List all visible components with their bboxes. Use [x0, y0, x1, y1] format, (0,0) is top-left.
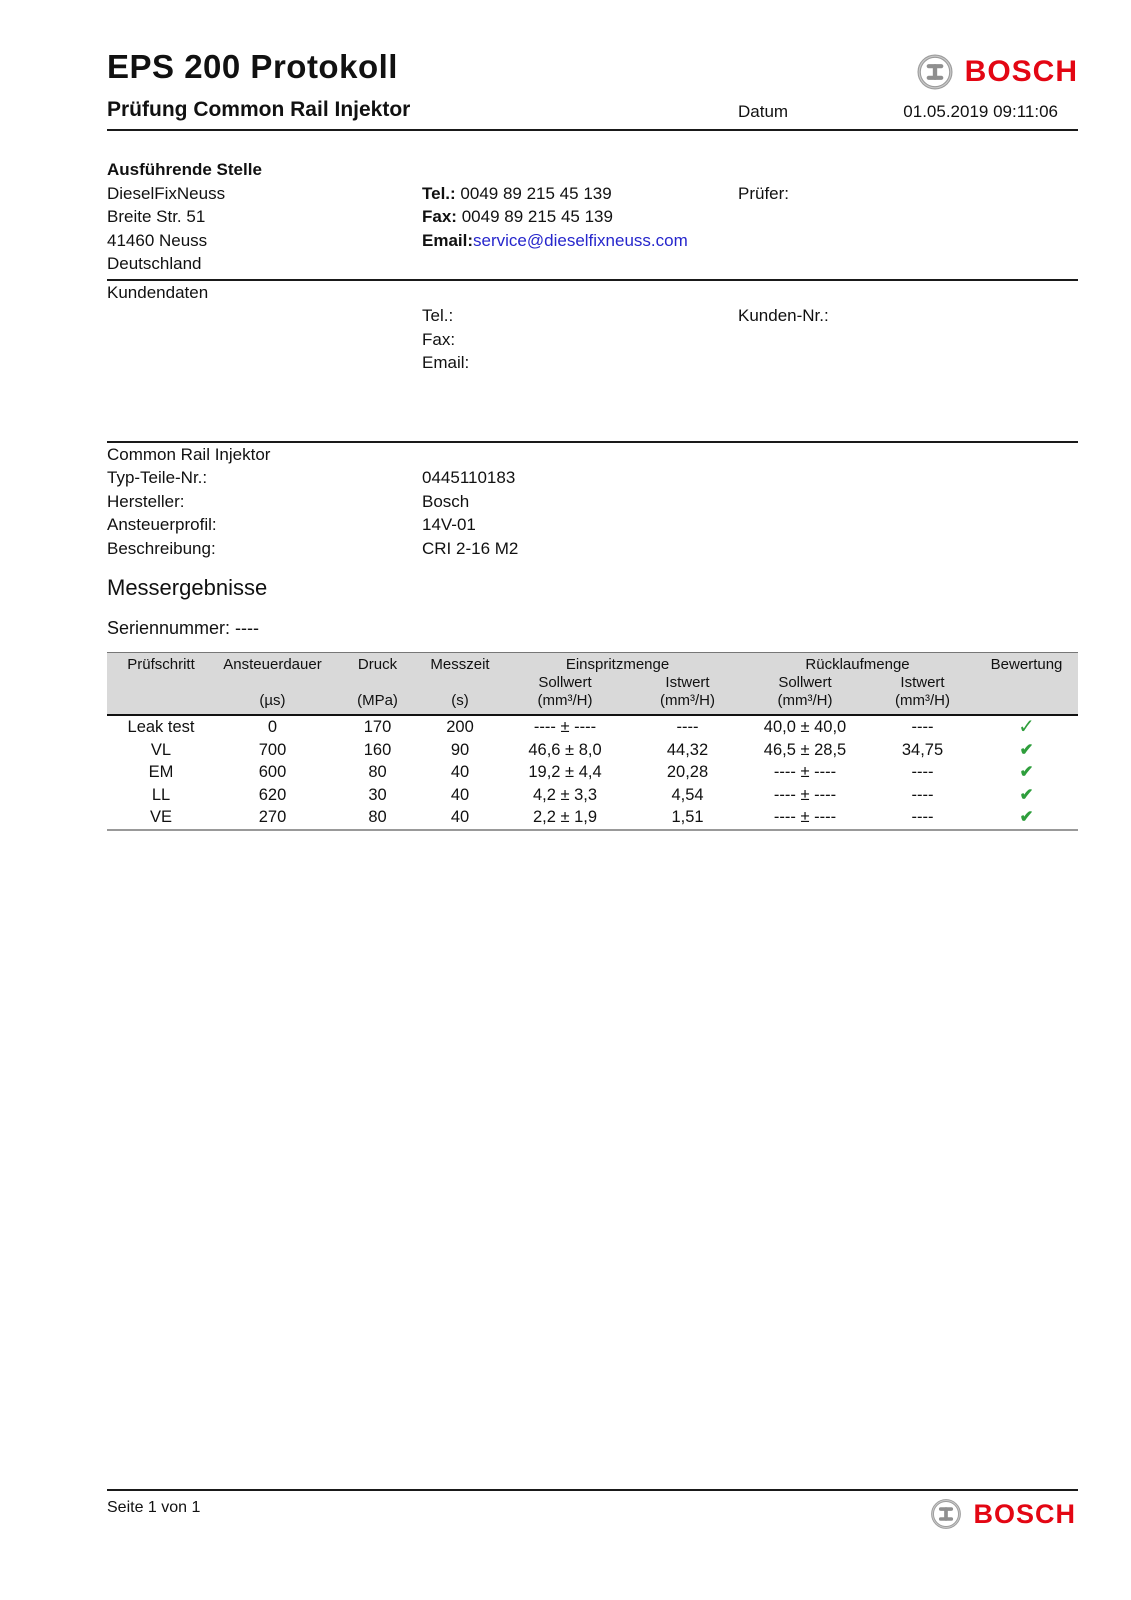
provider-fax-label: Fax: [422, 207, 457, 226]
cell-r-soll: 46,5 ± 28,5 [763, 740, 847, 759]
cell-dauer: 600 [258, 763, 287, 781]
cell-druck: 30 [368, 785, 387, 804]
injector-heading: Common Rail Injektor [107, 444, 271, 464]
customer-email-label: Email: [422, 353, 470, 372]
table-row [107, 761, 1078, 784]
cell-e-ist: 20,28 [666, 763, 709, 781]
cell-step: VL [150, 740, 172, 759]
cell-step: VE [107, 806, 215, 830]
check-pass-icon: ✔ [1019, 785, 1034, 804]
col-ruecklaufmenge: Rücklaufmenge [740, 653, 975, 675]
unit-mm3h: (mm³/H) [495, 692, 635, 715]
unit-us: (µs) [215, 692, 330, 715]
col-messzeit: Messzeit [425, 653, 495, 675]
injector-label: Beschreibung: [107, 538, 216, 558]
cell-r-ist: ---- [911, 763, 934, 781]
cell-druck: 80 [330, 806, 425, 830]
table-row [107, 739, 1078, 762]
cell-dauer: 620 [258, 785, 287, 804]
col-e-istwert: Istwert [665, 674, 710, 691]
unit-mpa: (MPa) [330, 692, 425, 715]
col-pruefschritt: Prüfschritt [107, 653, 215, 675]
bosch-logo [915, 52, 1078, 92]
customer-heading: Kundendaten [107, 282, 209, 302]
provider-email-link[interactable]: service@dieselfixneuss.com [473, 230, 688, 250]
col-bewertung: Bewertung [975, 653, 1078, 675]
serial-number-line: Seriennummer: ---- [107, 618, 260, 638]
cell-r-soll: ---- ± ---- [773, 763, 837, 781]
col-r-sollwert: Sollwert [778, 674, 832, 691]
page-footer [107, 1489, 1078, 1531]
cell-druck: 170 [363, 718, 392, 736]
date-label: Datum [738, 102, 789, 121]
injector-section [107, 443, 1078, 561]
cell-r-ist: ---- [870, 806, 975, 830]
check-pass-icon: ✔ [1019, 740, 1034, 759]
unit-mm3h: (mm³/H) [635, 692, 740, 715]
cell-r-soll: ---- ± ---- [773, 785, 837, 804]
provider-city: 41460 Neuss [107, 230, 208, 250]
cell-e-ist: ---- [676, 718, 699, 736]
check-pass-icon: ✔ [1019, 763, 1034, 781]
cell-step: Leak test [127, 718, 195, 736]
provider-country: Deutschland [107, 254, 202, 273]
cell-e-ist: 1,51 [635, 806, 740, 830]
cell-e-ist: 4,54 [671, 785, 704, 804]
cell-e-soll: 46,6 ± 8,0 [528, 740, 602, 759]
provider-fax-value: 0049 89 215 45 139 [461, 207, 613, 226]
injector-value: Bosch [422, 491, 470, 511]
cell-zeit: 40 [425, 806, 495, 830]
cell-r-soll: 40,0 ± 40,0 [763, 718, 847, 736]
cell-druck: 160 [363, 740, 392, 759]
cell-druck: 80 [368, 763, 387, 781]
col-einspritzmenge: Einspritzmenge [495, 653, 740, 675]
cell-r-ist: 34,75 [901, 740, 944, 759]
cell-e-ist: 44,32 [666, 740, 709, 759]
results-table [107, 652, 1078, 831]
unit-mm3h: (mm³/H) [870, 692, 975, 715]
cell-r-ist: ---- [911, 785, 934, 804]
provider-name: DieselFixNeuss [107, 183, 226, 203]
provider-tel-label: Tel.: [422, 183, 456, 203]
cell-step: LL [151, 785, 171, 804]
unit-mm3h: (mm³/H) [740, 692, 870, 715]
injector-value: 0445110183 [422, 468, 516, 487]
customer-tel-label: Tel.: [422, 306, 454, 325]
cell-zeit: 200 [446, 718, 474, 736]
injector-label: Ansteuerprofil: [107, 515, 217, 534]
bosch-wordmark: BOSCH [973, 1498, 1076, 1529]
customer-number-label: Kunden-Nr.: [738, 306, 829, 325]
cell-dauer: 270 [215, 806, 330, 830]
check-pass-icon: ✓ [1018, 716, 1035, 738]
injector-value: 14V-01 [422, 515, 476, 534]
cell-e-soll: 4,2 ± 3,3 [532, 785, 598, 804]
unit-s: (s) [425, 692, 495, 715]
cell-dauer: 0 [267, 718, 278, 736]
cell-r-ist: ---- [911, 718, 934, 736]
col-r-istwert: Istwert [900, 674, 945, 691]
col-e-sollwert: Sollwert [538, 674, 592, 691]
bosch-logo-footer [929, 1497, 1078, 1531]
page-title: EPS 200 Protokoll [107, 48, 398, 85]
date-value: 01.05.2019 09:11:06 [903, 102, 1058, 121]
col-ansteuerdauer: Ansteuerdauer [215, 653, 330, 675]
table-row [107, 784, 1078, 807]
pruefer-label: Prüfer: [738, 183, 790, 203]
cell-zeit: 90 [450, 740, 470, 759]
cell-e-soll: 2,2 ± 1,9 [495, 806, 635, 830]
cell-zeit: 40 [450, 785, 470, 804]
cell-zeit: 40 [450, 763, 470, 781]
page-subtitle: Prüfung Common Rail Injektor [107, 98, 411, 121]
table-row [107, 806, 1078, 830]
cell-r-soll: ---- ± ---- [740, 806, 870, 830]
customer-fax-label: Fax: [422, 329, 456, 349]
injector-value: CRI 2-16 M2 [422, 538, 519, 558]
customer-section [107, 281, 1078, 375]
table-row [107, 715, 1078, 739]
injector-label: Typ-Teile-Nr.: [107, 468, 208, 487]
provider-heading: Ausführende Stelle [107, 160, 262, 179]
provider-street: Breite Str. 51 [107, 207, 206, 226]
results-heading: Messergebnisse [107, 575, 268, 600]
provider-tel-value: 0049 89 215 45 139 [460, 183, 612, 203]
cell-e-soll: ---- ± ---- [533, 718, 597, 736]
injector-label: Hersteller: [107, 491, 185, 511]
cell-dauer: 700 [258, 740, 287, 759]
page-number: Seite 1 von 1 [107, 1499, 201, 1516]
provider-section [107, 158, 1078, 276]
cell-e-soll: 19,2 ± 4,4 [528, 763, 602, 781]
bosch-wordmark: BOSCH [964, 55, 1078, 88]
check-pass-icon: ✔ [975, 806, 1078, 830]
cell-step: EM [148, 763, 174, 781]
bosch-armature-icon [929, 1497, 963, 1531]
col-druck: Druck [330, 653, 425, 675]
bosch-armature-icon [915, 52, 955, 92]
provider-email-label: Email: [422, 230, 474, 250]
